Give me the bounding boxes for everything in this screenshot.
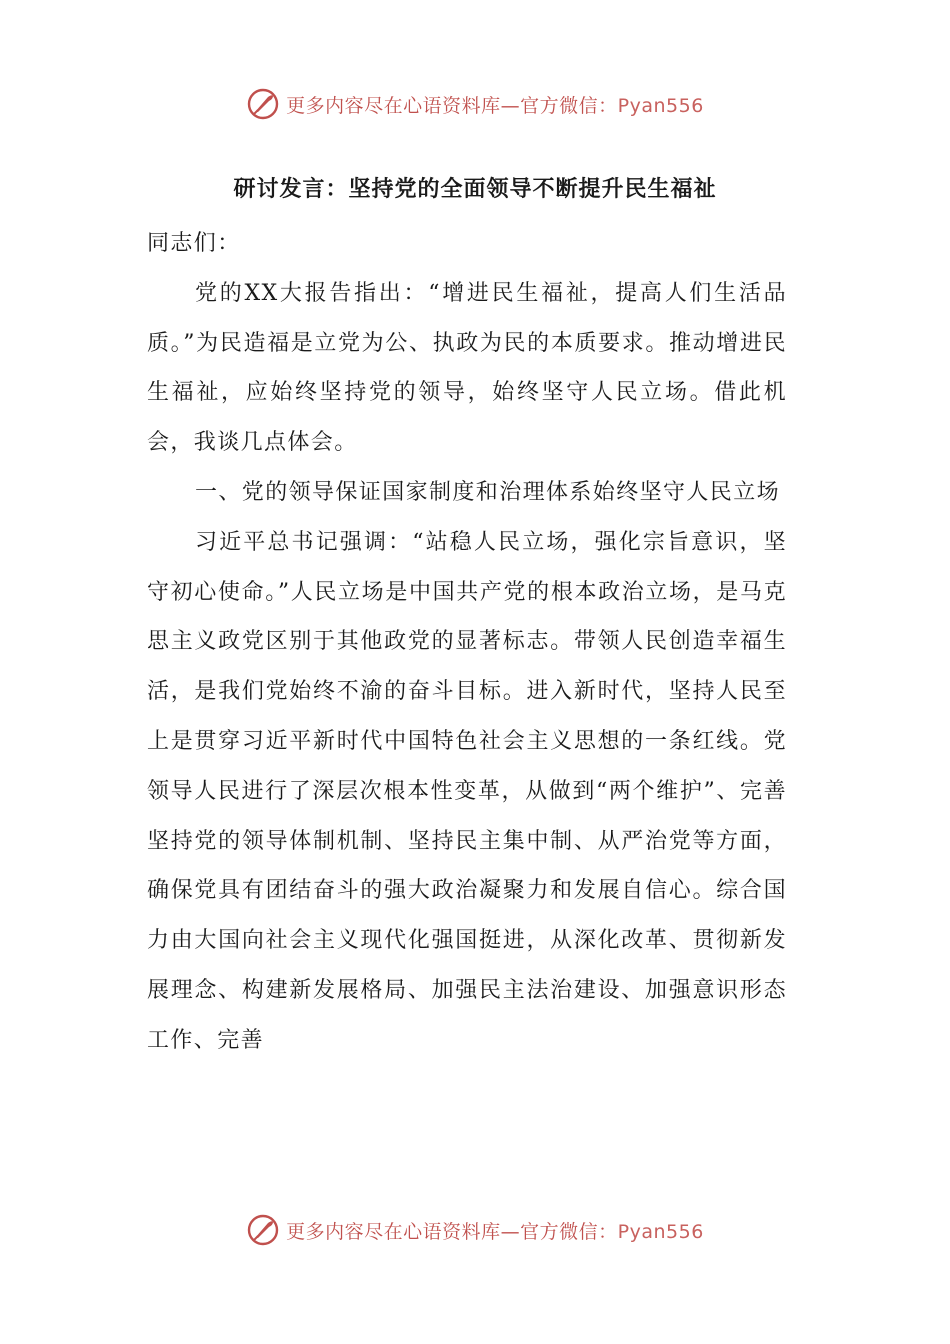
salutation: 同志们： [147,231,241,256]
banner-wechat-id: Pyan556 [617,1220,704,1243]
document-title: 研讨发言：坚持党的全面领导不断提升民生福祉 [233,177,717,202]
quill-logo-icon [246,1213,280,1247]
banner-text: 更多内容尽在心语资料库—官方微信： [286,94,618,117]
paragraph: 党的XX大报告指出：“增进民生福祉，提高人们生活品质。”为民造福是立党为公、执政为民的本质要求。推动增进民生福祉，应始终坚持党的领导，始终坚守人民立场。借此机会，我谈几点体会。 [147,280,787,456]
footer-watermark-banner [0,1208,950,1252]
paragraph: 习近平总书记强调：“站稳人民立场，强化宗旨意识，坚守初心使命。”人民立场是中国共产党的根本政治立场，是马克思主义政党区别于其他政党的显著标志。带领人民创造幸福生活，是我们党始终不渝的奋斗目标。进入新时代，坚持人民至上是贯穿习近平新时代中国特色社会主义思想的一条红线。党领导人民进行了深层次根本性变革，从做到“两个维护”、完善坚持党的领导体制机制、坚持民主集中制、从严治党等方面，确保党具有团结奋斗的强大政治凝聚力和发展自信心。综合国力由大国向社会主义现代化强国挺进，从深化改革、贯彻新发展理念、构建新发展格局、加强民主法治建设、加强意识形态工作、完善 [147,529,787,1053]
banner-wechat-id: Pyan556 [617,94,704,117]
document-body [147,219,787,1066]
quill-logo-icon [246,87,280,121]
section-heading: 一、党的领导保证国家制度和治理体系始终坚守人民立场 [195,479,781,505]
header-watermark-banner [0,82,950,126]
banner-text: 更多内容尽在心语资料库—官方微信： [286,1220,618,1243]
